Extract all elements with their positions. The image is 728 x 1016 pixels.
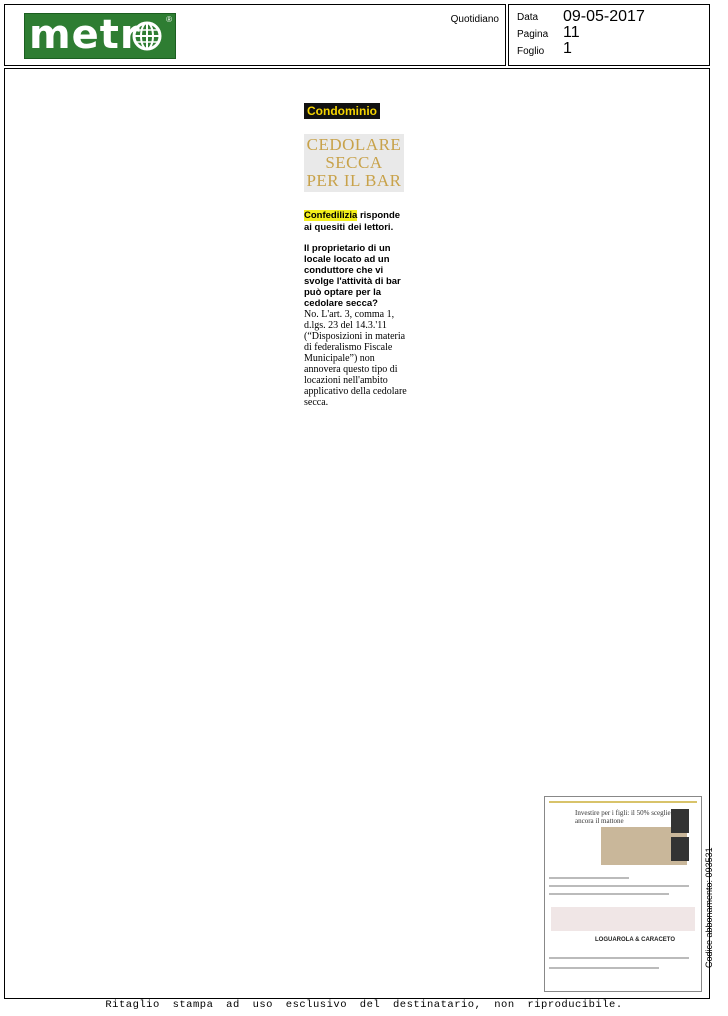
thumbnail-dark-box bbox=[671, 809, 689, 833]
footer-notice: Ritaglio stampa ad uso esclusivo del destinatario, non riproducibile. bbox=[105, 999, 623, 1011]
registered-mark-icon: ® bbox=[166, 15, 172, 24]
meta-value-data: 09-05-2017 bbox=[563, 8, 645, 25]
thumbnail-dark-box bbox=[671, 837, 689, 861]
thumbnail-text-rule bbox=[549, 957, 689, 959]
header-left-box bbox=[4, 4, 506, 66]
section-label: Condominio bbox=[304, 103, 380, 119]
page-thumbnail bbox=[544, 796, 702, 992]
thumbnail-top-rule bbox=[549, 801, 697, 803]
article bbox=[304, 102, 408, 408]
thumbnail-text-rule bbox=[549, 877, 629, 879]
reader-question: Il proprietario di un locale locato ad un conduttore che vi svolge l'attività di bar può optare per la cedolare secca? bbox=[304, 243, 401, 309]
answer: No. L'art. 3, comma 1, d.lgs. 23 del 14.3.'11 (“Disposizioni in materia di federalismo Fiscale Municipale”) non annovera questo tipo di locazioni nell'ambito applicativo della cedolare secca. bbox=[304, 309, 407, 408]
meta-label-data: Data bbox=[517, 12, 539, 23]
meta-label-pagina: Pagina bbox=[517, 29, 549, 40]
header-meta-box bbox=[508, 4, 710, 66]
headline-line: PER IL BAR bbox=[306, 171, 402, 190]
thumbnail-ad-band bbox=[551, 907, 695, 931]
thumbnail-brand: LOGUAROLA & CARACETO bbox=[595, 937, 675, 943]
thumbnail-text-rule bbox=[549, 893, 669, 895]
intro bbox=[304, 210, 408, 233]
thumbnail-text-rule bbox=[549, 885, 689, 887]
logo-text: metr bbox=[29, 12, 141, 58]
metro-logo bbox=[24, 13, 176, 59]
thumbnail-title: Investire per i figli: il 50% sceglie ancora il mattone bbox=[575, 809, 671, 825]
thumbnail-text-rule bbox=[549, 967, 659, 969]
headline-line: CEDOLARE bbox=[306, 135, 402, 154]
intro-highlight: Confedilizia bbox=[304, 210, 358, 221]
headline-line: SECCA bbox=[325, 153, 383, 172]
meta-label-foglio: Foglio bbox=[517, 46, 545, 57]
intro-text: risponde ai quesiti dei lettori. bbox=[304, 210, 401, 233]
meta-value-foglio: 1 bbox=[563, 40, 572, 57]
headline bbox=[304, 134, 404, 192]
globe-icon bbox=[132, 21, 162, 51]
subscription-code: Codice abbonamento: 093531 bbox=[704, 847, 714, 968]
meta-value-pagina: 11 bbox=[563, 24, 580, 41]
source-type: Quotidiano bbox=[450, 14, 499, 25]
